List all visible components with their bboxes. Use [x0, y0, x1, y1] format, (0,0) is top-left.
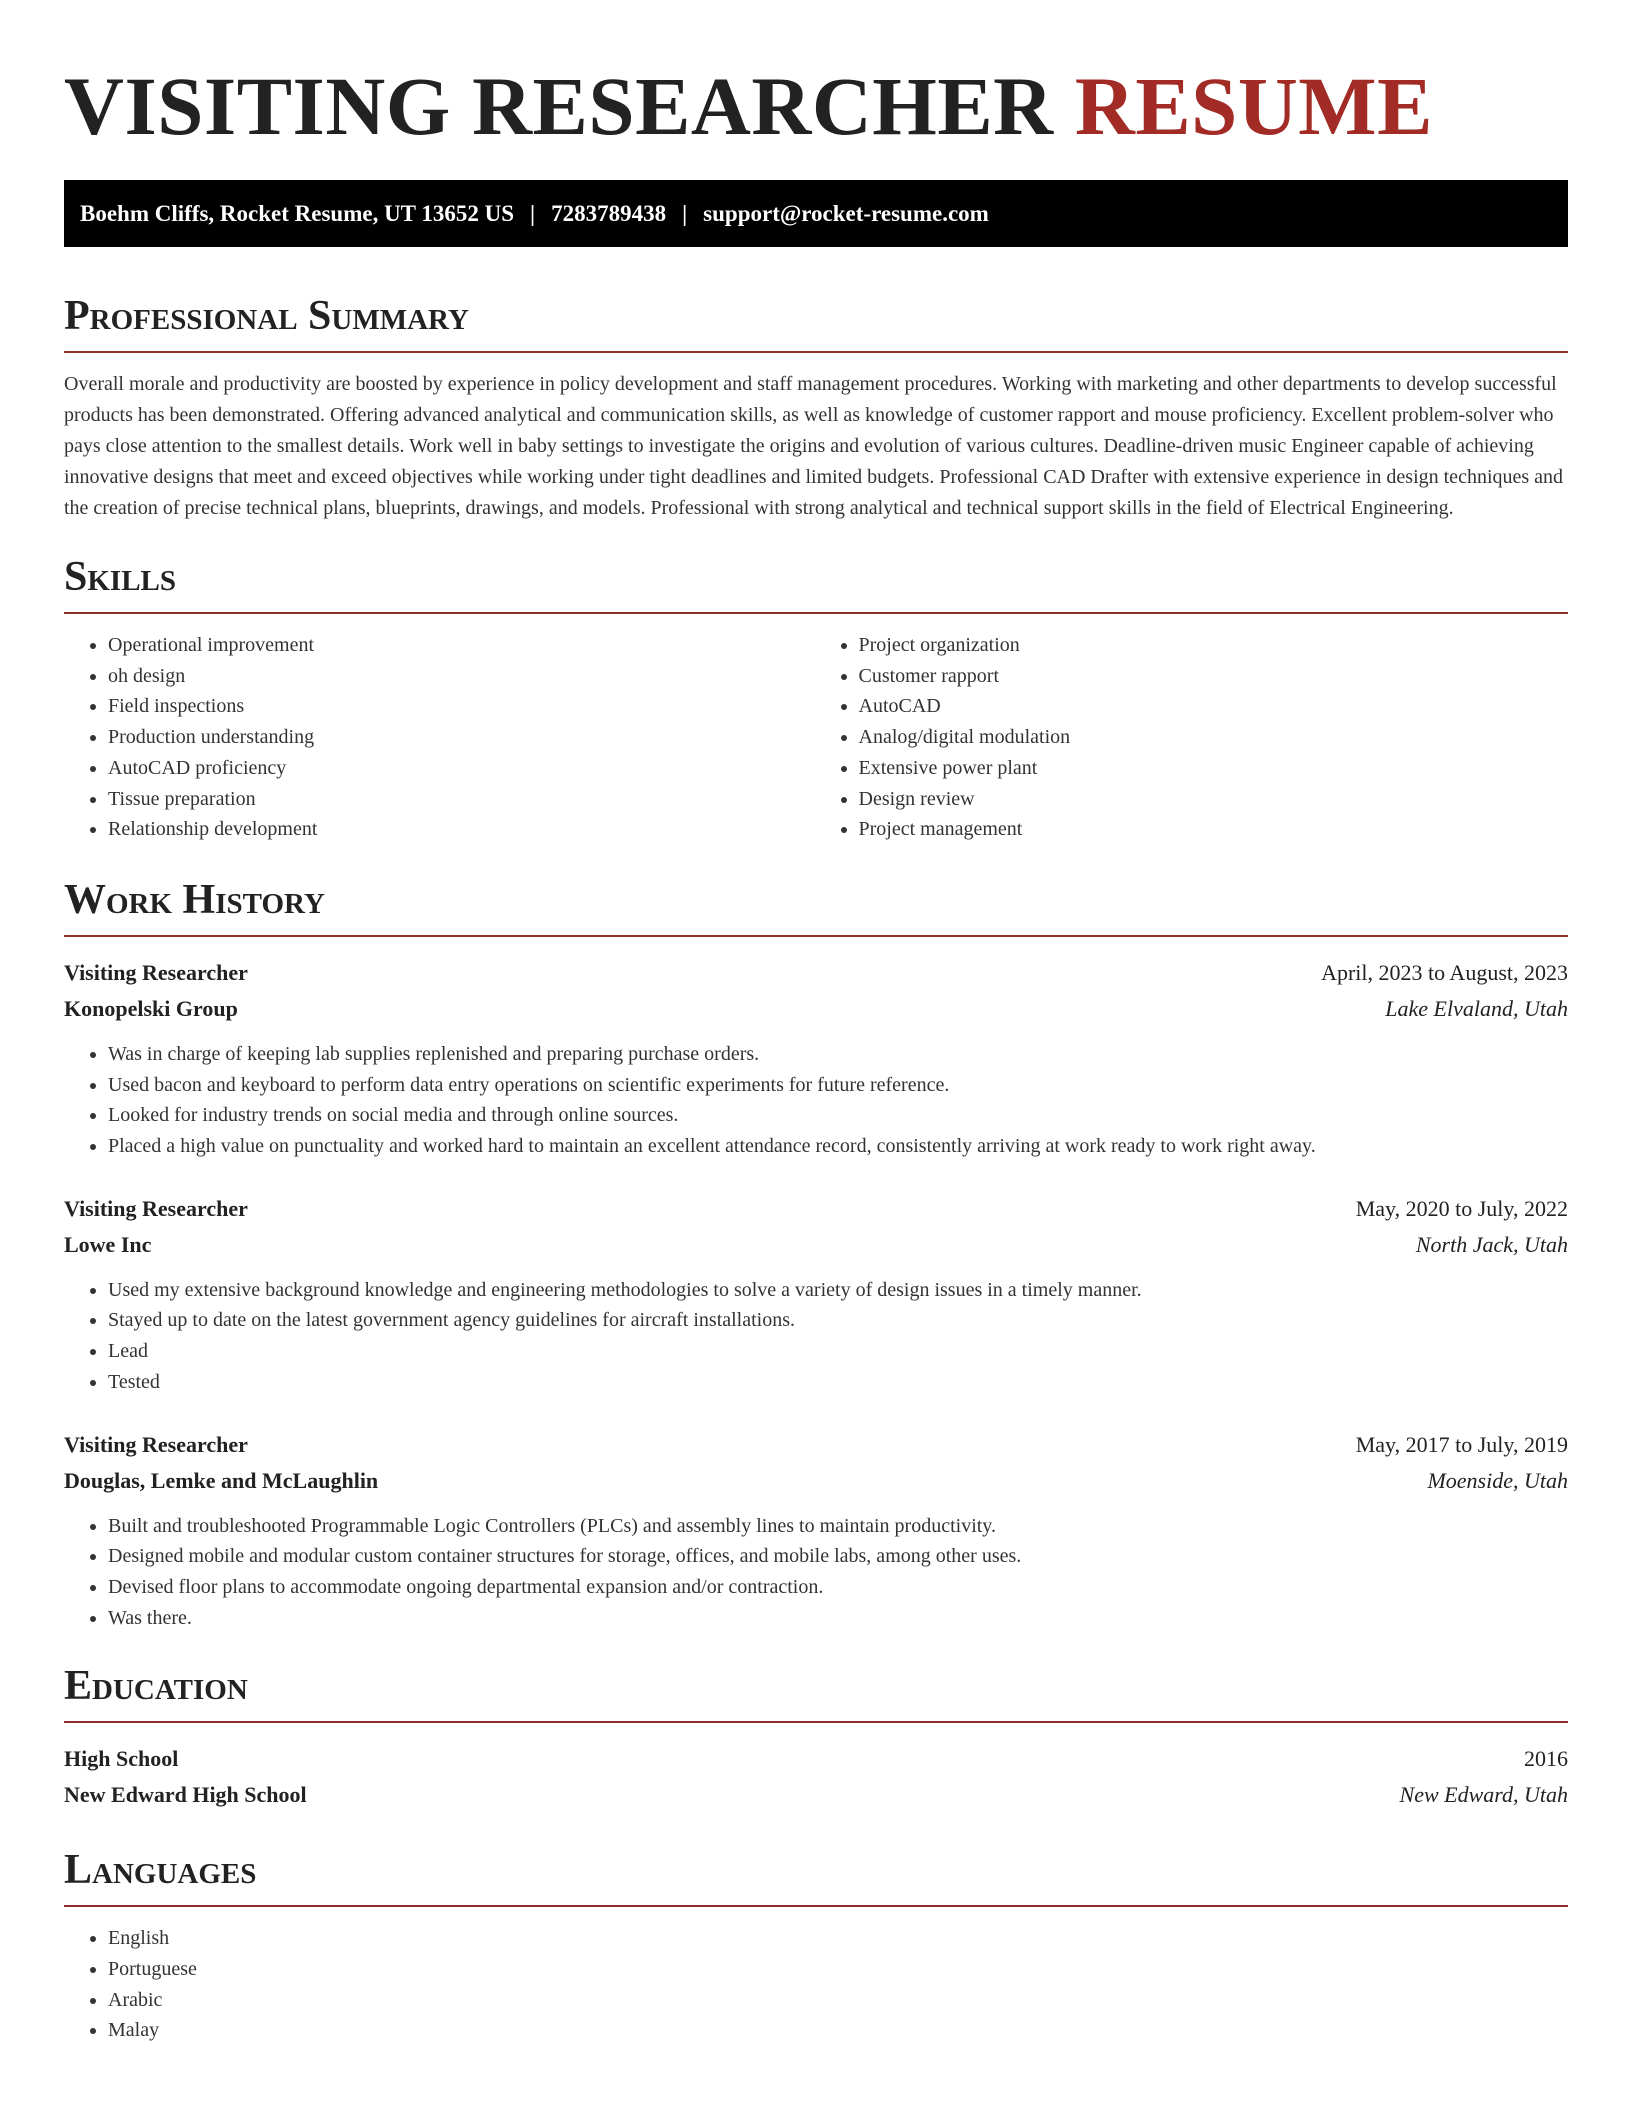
contact-separator: | — [530, 200, 536, 226]
job-subheader — [64, 991, 1568, 1027]
languages-section — [64, 1845, 1568, 2046]
education-subheader — [64, 1777, 1568, 1813]
job-entry — [64, 1191, 1568, 1398]
job-bullet: • Tested — [108, 1367, 1568, 1398]
job-title: Visiting Researcher — [64, 1431, 248, 1457]
job-company: Lowe Inc — [64, 1231, 152, 1257]
job-location: Lake Elvaland, Utah — [1385, 995, 1568, 1021]
job-bullet: • Designed mobile and modular custom container structures for storage, offices, and mobile labs, among other uses. — [108, 1541, 1568, 1572]
contact-phone: 7283789438 — [551, 200, 667, 226]
education-school: New Edward High School — [64, 1782, 307, 1808]
job-bullet: • Devised floor plans to accommodate ongoing departmental expansion and/or contraction. — [108, 1572, 1568, 1603]
skill-item: • oh design — [108, 661, 818, 692]
job-bullet: • Used my extensive background knowledge and engineering methodologies to solve a variety of design issues in a timely manner. — [108, 1275, 1568, 1306]
summary-text: Overall morale and productivity are boosted by experience in policy development and staff management procedures. Working with marketing and other departments to develop successful products has been demonstrated. Offering advanced analytical and communication skills, as well as knowledge of customer rapport and mouse proficiency. Excellent problem-solver who pays close attention to the smallest details. Work well in baby settings to investigate the origins and evolution of various cultures. Deadline-driven music Engineer capable of achieving innovative designs that meet and exceed objectives while working under tight deadlines and limited budgets. Professional CAD Drafter with extensive experience in design techniques and the creation of precise technical plans, blueprints, drawings, and models. Professional with strong analytical and technical support skills in the field of Electrical Engineering. — [64, 373, 1564, 519]
skill-item: • Project organization — [859, 630, 1569, 661]
skill-item: • Relationship development — [108, 814, 818, 845]
job-entry — [64, 1427, 1568, 1634]
contact-separator: | — [682, 200, 688, 226]
job-bullets — [64, 1275, 1568, 1398]
job-dates: May, 2017 to July, 2019 — [1355, 1431, 1568, 1457]
resume-title — [64, 60, 1568, 152]
job-bullet: • Looked for industry trends on social media and through online sources. — [108, 1100, 1568, 1131]
job-bullet: • Was there. — [108, 1603, 1568, 1634]
skills-heading: Skills — [64, 554, 177, 600]
languages-list — [64, 1923, 1568, 2046]
skills-list-left — [64, 630, 818, 845]
skill-item: • AutoCAD proficiency — [108, 753, 818, 784]
education-entry — [64, 1741, 1568, 1813]
job-list — [64, 955, 1568, 1633]
language-item: • English — [108, 1923, 1568, 1954]
job-title: Visiting Researcher — [64, 1195, 248, 1221]
section-divider — [64, 1721, 1568, 1723]
education-header — [64, 1741, 1568, 1777]
job-dates: April, 2023 to August, 2023 — [1321, 959, 1568, 985]
title-main: VISITING RESEARCHER — [64, 60, 1054, 152]
work-section — [64, 875, 1568, 1633]
skill-item: • Tissue preparation — [108, 784, 818, 815]
job-subheader — [64, 1463, 1568, 1499]
job-title: Visiting Researcher — [64, 959, 248, 985]
job-bullets — [64, 1039, 1568, 1162]
job-company: Douglas, Lemke and McLaughlin — [64, 1467, 379, 1493]
education-heading: Education — [64, 1663, 248, 1710]
title-accent: RESUME — [1074, 60, 1433, 152]
section-divider — [64, 351, 1568, 353]
job-bullet: • Stayed up to date on the latest government agency guidelines for aircraft installations. — [108, 1305, 1568, 1336]
skill-item: • Project management — [859, 814, 1569, 845]
job-entry — [64, 955, 1568, 1162]
languages-heading: Languages — [64, 1847, 257, 1894]
job-header — [64, 955, 1568, 991]
job-company: Konopelski Group — [64, 995, 238, 1021]
skill-item: • Analog/digital modulation — [859, 722, 1569, 753]
job-bullet: • Was in charge of keeping lab supplies replenished and preparing purchase orders. — [108, 1039, 1568, 1070]
job-bullet: • Used bacon and keyboard to perform data entry operations on scientific experiments for future reference. — [108, 1070, 1568, 1101]
skill-item: • AutoCAD — [859, 691, 1569, 722]
contact-bar — [64, 180, 1568, 247]
section-divider — [64, 612, 1568, 614]
job-bullet: • Lead — [108, 1336, 1568, 1367]
job-header — [64, 1191, 1568, 1227]
job-bullets — [64, 1511, 1568, 1634]
job-subheader — [64, 1227, 1568, 1263]
language-item: • Arabic — [108, 1985, 1568, 2016]
contact-address: Boehm Cliffs, Rocket Resume, UT 13652 US — [80, 200, 515, 226]
skills-columns — [64, 630, 1568, 845]
language-item: • Malay — [108, 2015, 1568, 2046]
section-divider — [64, 935, 1568, 937]
education-section — [64, 1661, 1568, 1813]
summary-section — [64, 291, 1568, 524]
job-dates: May, 2020 to July, 2022 — [1355, 1195, 1568, 1221]
work-heading: Work History — [64, 876, 325, 923]
skill-item: • Production understanding — [108, 722, 818, 753]
job-location: Moenside, Utah — [1427, 1467, 1568, 1493]
education-location: New Edward, Utah — [1399, 1782, 1568, 1808]
skill-item: • Operational improvement — [108, 630, 818, 661]
skill-item: • Extensive power plant — [859, 753, 1569, 784]
job-location: North Jack, Utah — [1415, 1231, 1568, 1257]
education-year: 2016 — [1524, 1746, 1568, 1772]
skills-section — [64, 552, 1568, 845]
language-item: • Portuguese — [108, 1954, 1568, 1985]
contact-email: support@rocket-resume.com — [703, 200, 989, 226]
summary-heading: Professional Summary — [64, 293, 469, 339]
job-bullet: • Placed a high value on punctuality and worked hard to maintain an excellent attendance record, consistently arriving at work ready to work right away. — [108, 1131, 1568, 1162]
skill-item: • Field inspections — [108, 691, 818, 722]
job-bullet: • Built and troubleshooted Programmable Logic Controllers (PLCs) and assembly lines to maintain productivity. — [108, 1511, 1568, 1542]
skill-item: • Design review — [859, 784, 1569, 815]
skills-list-right — [818, 630, 1569, 845]
job-header — [64, 1427, 1568, 1463]
section-divider — [64, 1905, 1568, 1907]
education-degree: High School — [64, 1746, 179, 1772]
skill-item: • Customer rapport — [859, 661, 1569, 692]
